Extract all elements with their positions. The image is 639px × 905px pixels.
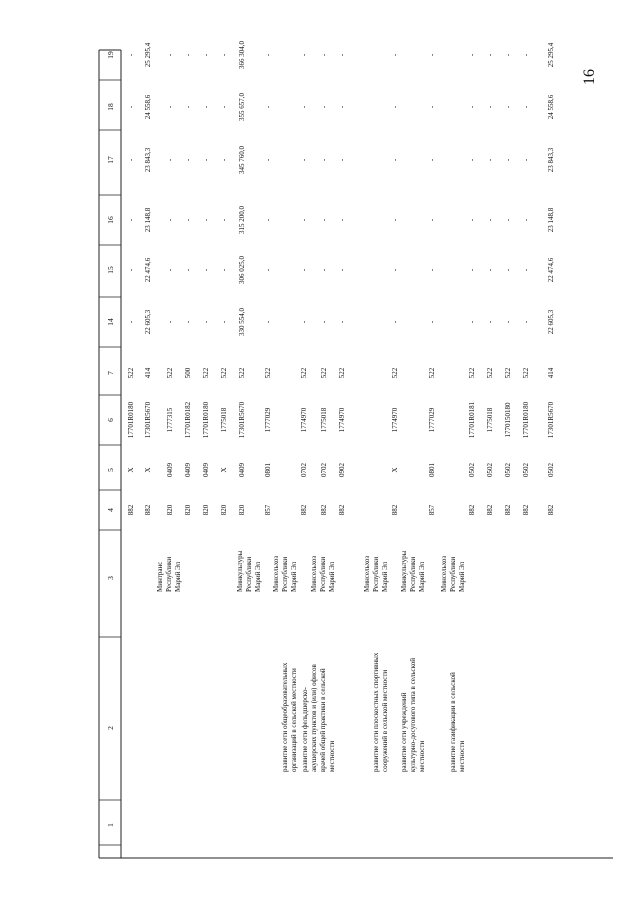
- table-cell: -: [166, 218, 174, 222]
- table-cell: 522: [338, 367, 346, 379]
- agency-cell-line: Марий Эл: [418, 561, 426, 592]
- agency-cell-line: Марий Эл: [290, 561, 298, 592]
- table-cell: 882: [144, 504, 152, 516]
- table-cell: -: [202, 218, 210, 222]
- column-number-header: 6: [106, 418, 115, 422]
- table-cell: -: [202, 320, 210, 324]
- table-cell: -: [504, 320, 512, 324]
- table-cell: 414: [547, 367, 555, 379]
- table-cell: 882: [547, 504, 555, 516]
- table-cell: 1775018: [320, 407, 328, 433]
- table-cell: -: [220, 53, 228, 57]
- table-cell: 355 657,0: [238, 93, 246, 121]
- table-cell: -: [522, 53, 530, 57]
- table-cell: 0502: [504, 463, 512, 477]
- table-cell: 882: [338, 504, 346, 516]
- table-cell: -: [184, 105, 192, 109]
- table-cell: 17701R0181: [468, 401, 476, 439]
- table-cell: -: [486, 105, 494, 109]
- table-cell: -: [428, 218, 436, 222]
- table-cell: 882: [486, 504, 494, 516]
- description-cell-line: врачей общей практики в сельской: [319, 668, 327, 772]
- description-cell-line: акушерских пунктов и (или) офисов: [310, 664, 318, 772]
- column-number-header: 17: [106, 156, 115, 164]
- description-cell-line: организаций в сельской местности: [290, 668, 298, 772]
- column-number-header: 14: [106, 318, 115, 326]
- table-cell: -: [264, 320, 272, 324]
- table-cell: -: [468, 218, 476, 222]
- table-cell: -: [504, 105, 512, 109]
- table-cell: -: [127, 105, 135, 109]
- table-cell: -: [127, 320, 135, 324]
- table-cell: -: [184, 158, 192, 162]
- table-cell: 23 843,3: [144, 147, 152, 173]
- table-cell: -: [320, 268, 328, 272]
- table-cell: 0409: [166, 463, 174, 477]
- table-cell: 857: [428, 504, 436, 516]
- table-cell: -: [468, 53, 476, 57]
- table-cell: 1777029: [264, 407, 272, 433]
- table-cell: -: [391, 320, 399, 324]
- table-cell: -: [300, 53, 308, 57]
- agency-cell-line: Республики: [245, 556, 253, 592]
- description-cell-line: культурно-досугового типа в сельской: [409, 658, 417, 772]
- table-cell: 1775018: [486, 407, 494, 433]
- table-cell: Х: [391, 467, 399, 473]
- table-cell: -: [184, 268, 192, 272]
- agency-cell-line: Республики: [449, 556, 457, 592]
- agency-cell-line: Республики: [409, 556, 417, 592]
- table-cell: 820: [202, 504, 210, 516]
- table-cell: 820: [238, 504, 246, 516]
- table-cell: 0801: [428, 463, 436, 477]
- table-cell: -: [391, 218, 399, 222]
- table-cell: -: [202, 158, 210, 162]
- agency-cell-line: Минсельхоз: [272, 555, 280, 592]
- agency-cell-line: Республики: [319, 556, 327, 592]
- table-cell: -: [300, 320, 308, 324]
- table-cell: -: [486, 53, 494, 57]
- table-cell: -: [264, 218, 272, 222]
- table-cell: 17301R5670: [238, 401, 246, 439]
- table-cell: 882: [468, 504, 476, 516]
- table-cell: 22 474,6: [547, 257, 555, 283]
- agency-cell-line: Республики: [281, 556, 289, 592]
- table-cell: 0409: [238, 463, 246, 477]
- column-number-header: 16: [106, 216, 115, 224]
- table-cell: -: [166, 268, 174, 272]
- table-cell: 500: [184, 367, 192, 379]
- table-cell: -: [184, 53, 192, 57]
- table-cell: -: [522, 105, 530, 109]
- table-cell: 1770150180: [504, 402, 512, 438]
- table-cell: 882: [320, 504, 328, 516]
- table-cell: -: [504, 268, 512, 272]
- column-number-headers: [106, 51, 115, 827]
- table-cell: -: [338, 268, 346, 272]
- table-cell: -: [184, 320, 192, 324]
- table-cell: -: [320, 320, 328, 324]
- column-number-header: 7: [106, 371, 115, 375]
- table-cell: 17701R0180: [522, 401, 530, 439]
- table-cell: -: [391, 53, 399, 57]
- agency-cell-line: Марий Эл: [328, 561, 336, 592]
- table-cell: -: [522, 268, 530, 272]
- agency-cell-line: Минсельхоз: [310, 555, 318, 592]
- table-cell: -: [338, 320, 346, 324]
- table-cell: 882: [300, 504, 308, 516]
- table-cell: Х: [127, 467, 135, 473]
- table-cell: 1774970: [338, 407, 346, 433]
- column-number-header: 19: [106, 51, 115, 59]
- description-cell-line: местности: [328, 740, 336, 772]
- table-cell: -: [166, 158, 174, 162]
- column-number-header: 1: [106, 823, 115, 827]
- table-cell: 0702: [320, 463, 328, 477]
- table-cell: -: [300, 158, 308, 162]
- table-cell: 820: [220, 504, 228, 516]
- table-cell: -: [320, 158, 328, 162]
- table-cell: -: [504, 53, 512, 57]
- table-cell: -: [428, 105, 436, 109]
- table-cell: 882: [504, 504, 512, 516]
- table-cell: -: [220, 105, 228, 109]
- agency-cell-line: Минтранс: [156, 561, 164, 592]
- table-cell: -: [127, 218, 135, 222]
- table-cell: 0409: [202, 463, 210, 477]
- description-cell-line: развитие газификации в сельской: [449, 672, 457, 772]
- table-cell: 22 605,3: [144, 309, 152, 335]
- table-cell: 522: [220, 367, 228, 379]
- table-cell: 522: [127, 367, 135, 379]
- table-cell: 882: [522, 504, 530, 516]
- table-cell: 17301R5670: [144, 401, 152, 439]
- table-cell: 330 554,0: [238, 308, 246, 336]
- table-cell: 23 148,8: [144, 207, 152, 233]
- table-cell: 522: [202, 367, 210, 379]
- table-cell: 17701R0180: [202, 401, 210, 439]
- description-cell-line: развитие сети плоскостных спортивных: [372, 652, 380, 772]
- table-cell: -: [264, 53, 272, 57]
- table-cell: 522: [391, 367, 399, 379]
- column-number-header: 15: [106, 266, 115, 274]
- table-cell: 366 304,0: [238, 41, 246, 69]
- table-cell: -: [127, 268, 135, 272]
- column-number-header: 4: [106, 508, 115, 512]
- table-cell: 522: [504, 367, 512, 379]
- table-cell: -: [468, 158, 476, 162]
- table-cell: 0502: [522, 463, 530, 477]
- table-cell: 1777315: [166, 407, 174, 433]
- table-cell: -: [320, 105, 328, 109]
- agency-cell-line: Марий Эл: [458, 561, 466, 592]
- table-cell: 522: [166, 367, 174, 379]
- description-cell-line: развитие сети учреждений: [400, 692, 408, 772]
- page-number: 16: [581, 69, 598, 85]
- table-cell: -: [127, 158, 135, 162]
- table-cell: 522: [486, 367, 494, 379]
- table-cell: -: [504, 218, 512, 222]
- table-cell: 24 558,6: [144, 94, 152, 120]
- table-cell: 522: [468, 367, 476, 379]
- table-cell: 522: [300, 367, 308, 379]
- table-cell: -: [428, 158, 436, 162]
- table-cell: -: [522, 158, 530, 162]
- table-cell: 522: [238, 367, 246, 379]
- table-cell: 306 025,0: [238, 256, 246, 284]
- table-cell: 1777029: [428, 407, 436, 433]
- table-cell: 820: [166, 504, 174, 516]
- table-cell: -: [220, 320, 228, 324]
- table-cell: Х: [220, 467, 228, 473]
- table-cell: 882: [127, 504, 135, 516]
- table-cell: 0409: [184, 463, 192, 477]
- table-cell: 414: [144, 367, 152, 379]
- table-cell: -: [300, 105, 308, 109]
- agency-cell-line: Республики: [165, 556, 173, 592]
- table-cell: -: [391, 268, 399, 272]
- column-number-header: 2: [106, 726, 115, 730]
- table-cell: -: [184, 218, 192, 222]
- table-cell: 820: [184, 504, 192, 516]
- table-cell: -: [338, 218, 346, 222]
- table-cell: -: [391, 158, 399, 162]
- table-cell: -: [338, 158, 346, 162]
- table-cell: -: [522, 218, 530, 222]
- table-cell: 23 843,3: [547, 147, 555, 173]
- agency-cell-line: Марий Эл: [381, 561, 389, 592]
- table-cell: 857: [264, 504, 272, 516]
- table-cell: -: [428, 53, 436, 57]
- table-cell: -: [300, 218, 308, 222]
- table-cell: -: [264, 268, 272, 272]
- table-cell: -: [486, 218, 494, 222]
- table-cell: 1774970: [391, 407, 399, 433]
- table-cell: -: [486, 158, 494, 162]
- table-cell: 22 474,6: [144, 257, 152, 283]
- table-cell: -: [468, 320, 476, 324]
- agency-cell-line: Марий Эл: [254, 561, 262, 592]
- table-cell: 0502: [468, 463, 476, 477]
- agency-cell-line: Минкультуры: [400, 550, 408, 592]
- table-cell: 22 605,3: [547, 309, 555, 335]
- table-grid: [99, 50, 613, 858]
- table-cell: -: [391, 105, 399, 109]
- table-cell: -: [264, 158, 272, 162]
- table-cell: 0502: [547, 463, 555, 477]
- table-cell: 522: [320, 367, 328, 379]
- table-cell: -: [202, 53, 210, 57]
- table-cell: -: [127, 53, 135, 57]
- column-number-header: 18: [106, 103, 115, 111]
- agency-cell-line: Минкультуры: [236, 550, 244, 592]
- table-cell: -: [522, 320, 530, 324]
- agency-cell-line: Марий Эл: [174, 561, 182, 592]
- description-cell-line: сооружений в сельской местности: [381, 669, 389, 772]
- description-cell-line: развитие сети общеобразовательных: [281, 662, 289, 772]
- column-number-header: 3: [106, 576, 115, 580]
- table-cell: -: [264, 105, 272, 109]
- table-cell: -: [220, 268, 228, 272]
- table-cell: -: [166, 105, 174, 109]
- table-cell: -: [220, 218, 228, 222]
- table-cell: -: [338, 53, 346, 57]
- table-cell: -: [468, 268, 476, 272]
- table-cell: Х: [144, 467, 152, 473]
- table-cell: 522: [428, 367, 436, 379]
- table-cell: -: [166, 320, 174, 324]
- table-cell: 24 558,6: [547, 94, 555, 120]
- table-cell: 1774970: [300, 407, 308, 433]
- table-cell: -: [166, 53, 174, 57]
- table-cell: -: [504, 158, 512, 162]
- table-cell: 0801: [264, 463, 272, 477]
- table-cell: 17301R5670: [547, 401, 555, 439]
- agency-cell-line: Республики: [372, 556, 380, 592]
- table-cell: 882: [391, 504, 399, 516]
- table-cell: -: [220, 158, 228, 162]
- table-cell: 23 148,8: [547, 207, 555, 233]
- table-cell: 17701R0182: [184, 401, 192, 439]
- table-cell: -: [300, 268, 308, 272]
- table-cell: 1775018: [220, 407, 228, 433]
- table-cell: -: [486, 268, 494, 272]
- table-cell: -: [468, 105, 476, 109]
- table-cell: -: [202, 105, 210, 109]
- table-cell: 0702: [300, 463, 308, 477]
- table-cell: -: [202, 268, 210, 272]
- description-cell-line: местности: [458, 740, 466, 772]
- description-cell-line: развитие сети фельдшерско-: [301, 687, 309, 772]
- table-cell: 522: [264, 367, 272, 379]
- table-cell: 0902: [338, 463, 346, 477]
- table-cell: -: [486, 320, 494, 324]
- table-cell: 25 295,4: [547, 42, 555, 68]
- table-cell: 0502: [486, 463, 494, 477]
- table-cell: 315 200,0: [238, 206, 246, 234]
- table-cell: -: [320, 218, 328, 222]
- table-cells: [127, 41, 555, 773]
- table-cell: 25 295,4: [144, 42, 152, 68]
- table-cell: -: [428, 268, 436, 272]
- column-number-header: 5: [106, 468, 115, 472]
- agency-cell-line: Минсельхоз: [440, 555, 448, 592]
- table-cell: 522: [522, 367, 530, 379]
- description-cell-line: местности: [418, 740, 426, 772]
- table-cell: -: [428, 320, 436, 324]
- table-cell: -: [338, 105, 346, 109]
- table-cell: -: [320, 53, 328, 57]
- table-cell: 345 760,0: [238, 146, 246, 174]
- table-cell: 17701R0180: [127, 401, 135, 439]
- agency-cell-line: Минсельхоз: [363, 555, 371, 592]
